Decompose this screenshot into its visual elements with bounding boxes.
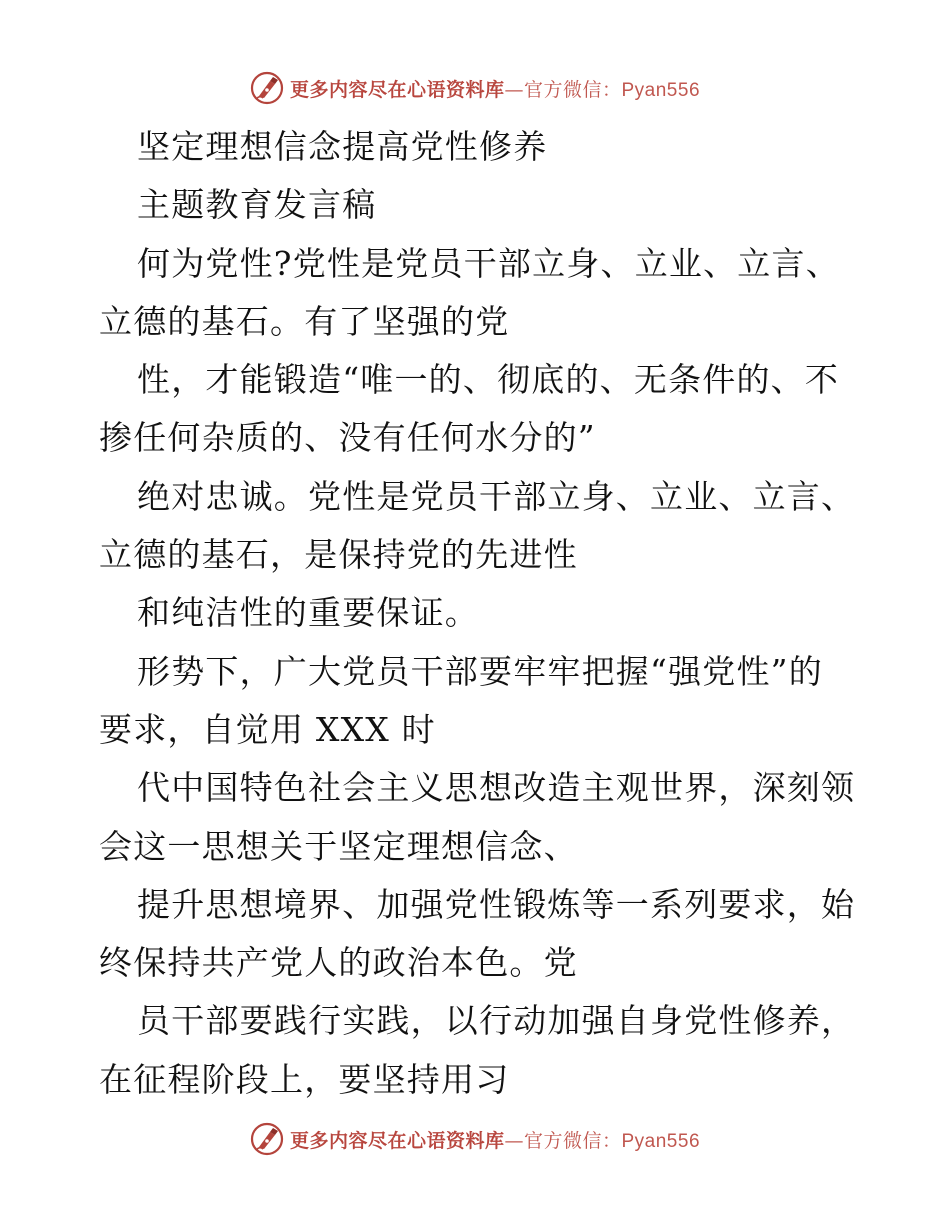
paragraph-line: 立德的基石。有了坚强的党 — [99, 301, 510, 341]
paragraph-line: 性，才能锻造“唯一的、彻底的、无条件的、不 — [137, 360, 840, 400]
paragraph-line: 员干部要践行实践，以行动加强自身党性修养， — [137, 1001, 856, 1041]
document-title: 坚定理想信念提高党性修养 — [137, 127, 548, 166]
footer-separator: — — [504, 1129, 524, 1152]
footer-wechat-id: Pyan556 — [621, 1130, 701, 1152]
paragraph-line: 代中国特色社会主义思想改造主观世界，深刻领 — [137, 768, 856, 808]
document-subtitle: 主题教育发言稿 — [137, 185, 377, 225]
paragraph-line: 终保持共产党人的政治本色。党 — [99, 943, 578, 983]
paragraph-line: 掺任何杂质的、没有任何水分的” — [99, 418, 596, 458]
header-banner-inner — [250, 71, 700, 105]
paragraph-line: 立德的基石，是保持党的先进性 — [99, 535, 578, 575]
footer-brand-text: 更多内容尽在心语资料库 — [289, 1129, 505, 1152]
header-banner-text — [290, 75, 700, 102]
paragraph-line: 何为党性?党性是党员干部立身、立业、立言、 — [137, 243, 840, 283]
document-body — [99, 118, 859, 1109]
pen-nib-logo-icon — [250, 71, 284, 105]
paragraph-line: 要求，自觉用 XXX 时 — [99, 709, 436, 749]
footer-contact-label: 官方微信： — [523, 1129, 622, 1152]
paragraph-line: 和纯洁性的重要保证。 — [137, 593, 479, 633]
header-watermark-banner — [0, 68, 950, 108]
pen-nib-logo-icon — [250, 1122, 284, 1156]
header-contact-label: 官方微信： — [523, 78, 622, 101]
footer-banner-inner — [250, 1122, 700, 1156]
header-separator: — — [504, 78, 524, 101]
header-brand-text: 更多内容尽在心语资料库 — [289, 78, 505, 101]
paragraph-line: 提升思想境界、加强党性锻炼等一系列要求，始 — [137, 884, 856, 924]
footer-watermark-banner — [0, 1119, 950, 1159]
paragraph-line: 在征程阶段上，要坚持用习 — [99, 1059, 510, 1099]
header-wechat-id: Pyan556 — [621, 79, 701, 101]
footer-banner-text — [290, 1126, 700, 1153]
paragraph-line: 绝对忠诚。党性是党员干部立身、立业、立言、 — [137, 476, 856, 516]
paragraph-line: 会这一思想关于坚定理想信念、 — [99, 826, 578, 866]
paragraph-line: 形势下，广大党员干部要牢牢把握“强党性”的 — [137, 651, 823, 691]
